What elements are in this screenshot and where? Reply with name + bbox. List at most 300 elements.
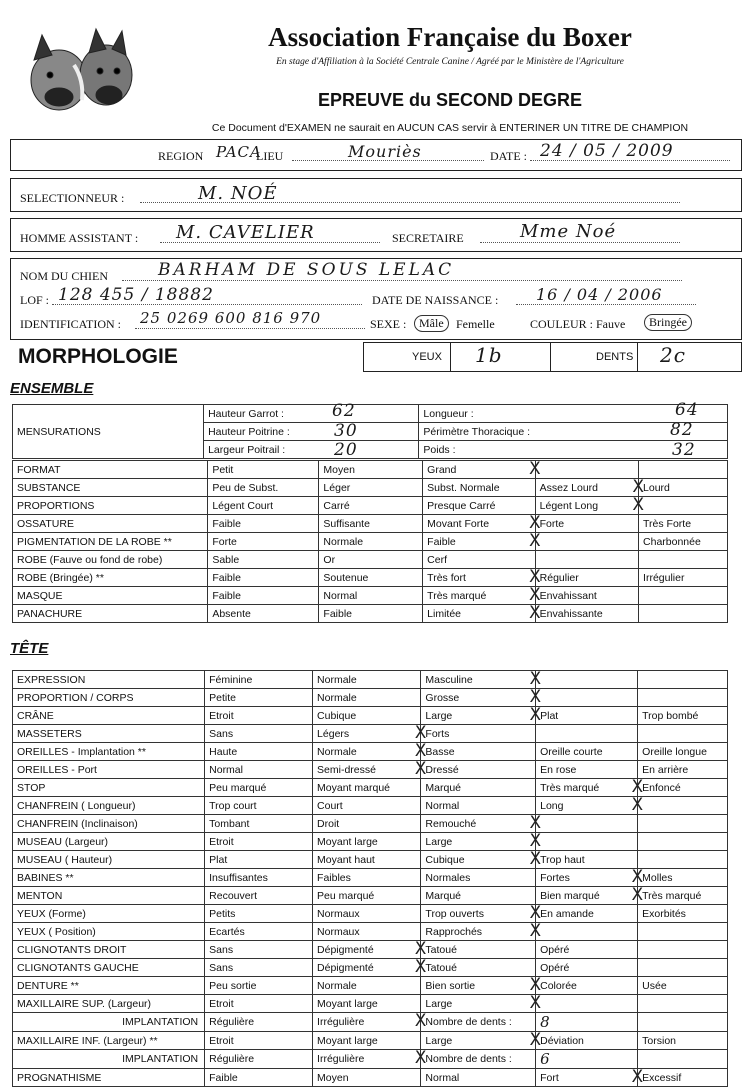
table-row	[13, 851, 728, 869]
option-cell	[638, 833, 728, 851]
option-cell: Opéré	[536, 959, 638, 977]
table-row	[13, 743, 728, 761]
table-row	[13, 779, 728, 797]
option-cell: Limitée X	[423, 605, 535, 623]
row-label: PROPORTIONS	[13, 497, 208, 515]
option-cell: Régulière	[205, 1050, 313, 1069]
row-label: EXPRESSION	[13, 671, 205, 689]
option-cell: En amande	[536, 905, 638, 923]
measure-label: Périmètre Thoracique :	[419, 423, 639, 441]
option-cell: Lourd	[639, 479, 728, 497]
check-x-mark: X	[414, 1011, 427, 1031]
option-cell: Rapprochés X	[421, 923, 536, 941]
option-cell: Molles	[638, 869, 728, 887]
option-cell: Moyant haut	[313, 851, 421, 869]
option-cell: Moyen	[313, 1069, 421, 1087]
dents-value: 2c	[660, 343, 686, 367]
check-x-mark: X	[529, 975, 542, 995]
lof-value: 128 455 / 18882	[58, 285, 214, 305]
table-row	[13, 941, 728, 959]
option-cell: 8	[536, 1013, 638, 1032]
option-cell: Dépigmenté X	[313, 941, 421, 959]
yeux-value: 1b	[475, 343, 503, 367]
option-cell	[638, 959, 728, 977]
homme-value: M. CAVELIER	[176, 222, 315, 243]
measure-label: Hauteur Poitrine :	[204, 423, 419, 441]
option-cell: En arrière	[638, 761, 728, 779]
option-cell: Moyant marqué	[313, 779, 421, 797]
option-cell: Moyant large	[313, 995, 421, 1013]
option-cell	[639, 551, 728, 569]
region-label: REGION	[158, 149, 204, 163]
check-x-mark: X	[529, 993, 542, 1013]
table-row	[13, 923, 728, 941]
row-label: MAXILLAIRE INF. (Largeur) **	[13, 1032, 205, 1050]
option-cell	[638, 851, 728, 869]
table-row	[13, 869, 728, 887]
date-value: 24 / 05 / 2009	[540, 141, 674, 161]
check-x-mark: X	[631, 777, 644, 797]
option-cell: Normal	[421, 797, 536, 815]
option-cell: Carré	[319, 497, 423, 515]
option-cell: Oreille longue	[638, 743, 728, 761]
option-cell: Faible	[205, 1069, 313, 1087]
option-cell: Court	[313, 797, 421, 815]
option-cell	[638, 725, 728, 743]
option-cell: Légers X	[313, 725, 421, 743]
femelle-option: Femelle	[456, 317, 495, 331]
yeux-label: YEUX	[412, 351, 442, 363]
option-cell: Moyen	[319, 461, 423, 479]
option-cell: Charbonnée	[639, 533, 728, 551]
option-cell: Plat	[205, 851, 313, 869]
check-x-mark: X	[529, 903, 542, 923]
option-cell: Ecartés	[205, 923, 313, 941]
option-cell: Trop bombé	[638, 707, 728, 725]
option-cell: Forte	[208, 533, 319, 551]
check-x-mark: X	[529, 921, 542, 941]
option-cell: Marqué	[421, 887, 536, 905]
option-cell: Long X	[536, 797, 638, 815]
row-label: YEUX (Forme)	[13, 905, 205, 923]
option-cell	[639, 461, 728, 479]
table-row	[13, 479, 728, 497]
ensemble-title: ENSEMBLE	[10, 380, 94, 397]
option-cell: Marqué	[421, 779, 536, 797]
option-cell: En rose	[536, 761, 638, 779]
table-row	[13, 725, 728, 743]
row-label: IMPLANTATION	[13, 1050, 205, 1069]
row-label: CRÂNE	[13, 707, 205, 725]
selectionneur-value: M. NOÉ	[198, 183, 278, 204]
option-cell: Faible	[319, 605, 423, 623]
measure-label: Longueur :	[419, 405, 639, 423]
option-cell: Or	[319, 551, 423, 569]
couleur-label: COULEUR : Fauve	[530, 317, 626, 331]
option-cell: Faible	[208, 569, 319, 587]
option-cell: Etroit	[205, 1032, 313, 1050]
option-cell: Subst. Normale	[423, 479, 535, 497]
check-x-mark: X	[529, 687, 542, 707]
option-cell: Faible	[208, 587, 319, 605]
option-cell: Cubique	[313, 707, 421, 725]
option-cell: Bien sortie X	[421, 977, 536, 995]
check-x-mark: X	[414, 741, 427, 761]
check-x-mark: X	[631, 867, 644, 887]
option-cell: Large X	[421, 1032, 536, 1050]
poids-value: 32	[672, 440, 696, 460]
region-value: PACA	[216, 143, 262, 161]
option-cell: Irrégulière X	[313, 1013, 421, 1032]
check-x-mark: X	[632, 495, 645, 515]
option-cell: Normales	[421, 869, 536, 887]
option-cell	[535, 461, 638, 479]
option-cell: Sans	[205, 941, 313, 959]
row-label: CHANFREIN ( Longueur)	[13, 797, 205, 815]
option-cell: Normal	[421, 1069, 536, 1087]
option-cell: Absente	[208, 605, 319, 623]
option-cell: Dépigmenté X	[313, 959, 421, 977]
option-cell: Féminine	[205, 671, 313, 689]
boxer-dogs-logo	[14, 25, 139, 115]
option-cell: Normale X	[313, 743, 421, 761]
option-cell: Masculine X	[421, 671, 536, 689]
option-cell: Faibles	[313, 869, 421, 887]
option-cell: Bien marqué X	[536, 887, 638, 905]
option-cell	[639, 587, 728, 605]
row-label: ROBE (Bringée) **	[13, 569, 208, 587]
option-cell	[638, 1013, 728, 1032]
option-cell: Fortes X	[536, 869, 638, 887]
table-row	[13, 761, 728, 779]
check-x-mark: X	[529, 1030, 542, 1050]
row-label: CLIGNOTANTS GAUCHE	[13, 959, 205, 977]
option-cell: Très marqué X	[423, 587, 535, 605]
option-cell: Grosse X	[421, 689, 536, 707]
table-row	[13, 515, 728, 533]
check-x-mark: X	[529, 849, 542, 869]
lieu-value: Mouriès	[348, 142, 422, 161]
table-row	[13, 551, 728, 569]
option-cell: Normal	[205, 761, 313, 779]
option-cell: Normale	[313, 689, 421, 707]
hauteur-garrot-value: 62	[332, 401, 356, 421]
option-cell: Tombant	[205, 815, 313, 833]
affiliation-subtitle: En stage d'Affiliation à la Société Centrale Canine / Agréé par le Ministère de l'Agriculture	[276, 57, 624, 67]
table-row	[13, 797, 728, 815]
option-cell	[639, 605, 728, 623]
row-label: STOP	[13, 779, 205, 797]
option-cell	[638, 671, 728, 689]
check-x-mark: X	[414, 939, 427, 959]
check-x-mark: X	[529, 705, 542, 725]
option-cell: Usée	[638, 977, 728, 995]
option-cell: Colorée	[536, 977, 638, 995]
option-cell	[535, 533, 638, 551]
option-cell: Très marqué	[638, 887, 728, 905]
option-cell: Envahissant	[535, 587, 638, 605]
option-cell: Basse	[421, 743, 536, 761]
option-cell: Exorbités	[638, 905, 728, 923]
option-cell: Normal	[319, 587, 423, 605]
sexe-label: SEXE :	[370, 317, 407, 331]
option-cell: Envahissante	[535, 605, 638, 623]
check-x-mark: X	[528, 567, 541, 587]
option-cell: Tatoué	[421, 941, 536, 959]
secretaire-label: SECRETAIRE	[392, 231, 464, 245]
option-cell: Etroit	[205, 833, 313, 851]
row-label: CHANFREIN (Inclinaison)	[13, 815, 205, 833]
row-label: FORMAT	[13, 461, 208, 479]
option-cell	[536, 689, 638, 707]
option-cell	[638, 923, 728, 941]
ident-value: 25 0269 600 816 970	[140, 309, 322, 327]
option-cell: Assez Lourd X	[535, 479, 638, 497]
option-cell: Torsion	[638, 1032, 728, 1050]
check-x-mark: X	[414, 1048, 427, 1068]
option-cell: Petit	[208, 461, 319, 479]
option-cell: Trop haut	[536, 851, 638, 869]
option-cell	[638, 689, 728, 707]
option-cell: Etroit	[205, 707, 313, 725]
row-label: MASSETERS	[13, 725, 205, 743]
ident-dots	[135, 328, 365, 329]
option-cell: Très marqué X	[536, 779, 638, 797]
option-cell: Etroit	[205, 995, 313, 1013]
nom-value: BARHAM DE SOUS LELAC	[158, 260, 455, 280]
option-cell: Normaux	[313, 923, 421, 941]
male-option: Mâle	[414, 315, 449, 332]
yeux-divider	[450, 342, 451, 371]
option-cell: Dressé	[421, 761, 536, 779]
table-row	[13, 587, 728, 605]
option-cell: Sans	[205, 725, 313, 743]
table-row	[13, 1069, 728, 1087]
option-cell: Petits	[205, 905, 313, 923]
table-row	[13, 689, 728, 707]
option-cell	[639, 497, 728, 515]
tete-title: TÊTE	[10, 640, 49, 657]
option-cell: Semi-dressé X	[313, 761, 421, 779]
option-cell: Trop court	[205, 797, 313, 815]
option-cell	[638, 815, 728, 833]
option-cell	[638, 995, 728, 1013]
option-cell: Recouvert	[205, 887, 313, 905]
table-row	[13, 497, 728, 515]
naissance-label: DATE DE NAISSANCE :	[372, 293, 499, 307]
dents-label: DENTS	[596, 351, 634, 363]
option-cell: Large X	[421, 995, 536, 1013]
row-label: IMPLANTATION	[13, 1013, 205, 1032]
row-label: OREILLES - Implantation **	[13, 743, 205, 761]
row-label: MUSEAU (Largeur)	[13, 833, 205, 851]
secretaire-value: Mme Noé	[520, 221, 617, 242]
option-cell: Irrégulière X	[313, 1050, 421, 1069]
row-label: ROBE (Fauve ou fond de robe)	[13, 551, 208, 569]
option-cell: Normale	[319, 533, 423, 551]
option-cell: Moyant large	[313, 833, 421, 851]
option-cell: Trop ouverts X	[421, 905, 536, 923]
option-cell: Tatoué	[421, 959, 536, 977]
check-x-mark: X	[414, 723, 427, 743]
option-cell: Large X	[421, 707, 536, 725]
option-cell: Légent Long X	[535, 497, 638, 515]
longueur-value: 64	[675, 400, 699, 420]
option-cell: Fort X	[536, 1069, 638, 1087]
measure-label: Largeur Poitrail :	[204, 441, 419, 459]
mensurations-label: MENSURATIONS	[13, 405, 204, 459]
option-cell: Oreille courte	[536, 743, 638, 761]
check-x-mark: X	[529, 669, 542, 689]
row-label: PROGNATHISME	[13, 1069, 205, 1087]
homme-label: HOMME ASSISTANT :	[20, 231, 139, 245]
row-label: PIGMENTATION DE LA ROBE **	[13, 533, 208, 551]
option-cell	[536, 923, 638, 941]
largeur-poitrail-value: 20	[334, 440, 358, 460]
option-cell: Très fort X	[423, 569, 535, 587]
check-x-mark: X	[528, 585, 541, 605]
table-row	[13, 887, 728, 905]
dents-divider-2	[637, 342, 638, 371]
lof-label: LOF :	[20, 293, 50, 307]
option-cell: 6	[536, 1050, 638, 1069]
table-row	[13, 959, 728, 977]
table-row	[13, 995, 728, 1013]
option-cell: Petite	[205, 689, 313, 707]
morphologie-title: MORPHOLOGIE	[18, 345, 178, 368]
row-label: BABINES **	[13, 869, 205, 887]
option-cell	[638, 1050, 728, 1069]
row-label: OSSATURE	[13, 515, 208, 533]
row-label: SUBSTANCE	[13, 479, 208, 497]
table-row	[13, 605, 728, 623]
check-x-mark: X	[528, 603, 541, 623]
option-cell: Grand X	[423, 461, 535, 479]
option-cell	[536, 725, 638, 743]
row-label: PROPORTION / CORPS	[13, 689, 205, 707]
option-cell	[536, 815, 638, 833]
row-label: CLIGNOTANTS DROIT	[13, 941, 205, 959]
exam-note: Ce Document d'EXAMEN ne saurait en AUCUN CAS servir à ENTERINER UN TITRE DE CHAMPION	[211, 122, 689, 134]
option-cell	[638, 941, 728, 959]
option-cell: Soutenue	[319, 569, 423, 587]
option-cell: Enfoncé	[638, 779, 728, 797]
option-cell: Cerf	[423, 551, 535, 569]
option-cell: Large X	[421, 833, 536, 851]
row-label: DENTURE **	[13, 977, 205, 995]
ensemble-table	[12, 460, 728, 623]
check-x-mark: X	[414, 759, 427, 779]
table-row	[13, 833, 728, 851]
option-cell: Forts	[421, 725, 536, 743]
option-cell: Légent Court	[208, 497, 319, 515]
option-cell: Plat	[536, 707, 638, 725]
option-cell: Presque Carré	[423, 497, 535, 515]
check-x-mark: X	[528, 531, 541, 551]
measure-label: Poids :	[419, 441, 639, 459]
option-cell: Déviation	[536, 1032, 638, 1050]
table-row	[13, 461, 728, 479]
option-cell	[535, 551, 638, 569]
option-cell: Opéré	[536, 941, 638, 959]
epreuve-title: EPREUVE du SECOND DEGRE	[317, 90, 583, 110]
date-label: DATE :	[490, 149, 527, 163]
option-cell: Excessif	[638, 1069, 728, 1087]
check-x-mark: X	[414, 957, 427, 977]
option-cell: Régulière	[205, 1013, 313, 1032]
option-cell: Irrégulier	[639, 569, 728, 587]
option-cell: Cubique X	[421, 851, 536, 869]
table-row	[13, 905, 728, 923]
ident-label: IDENTIFICATION :	[20, 317, 121, 331]
table-row	[13, 1050, 728, 1069]
nom-dots	[122, 280, 682, 281]
check-x-mark: X	[528, 459, 541, 479]
option-cell: Droit	[313, 815, 421, 833]
check-x-mark: X	[529, 813, 542, 833]
option-cell: Peu sortie	[205, 977, 313, 995]
option-cell: Movant Forte X	[423, 515, 535, 533]
table-row	[13, 815, 728, 833]
option-cell	[536, 671, 638, 689]
option-cell: Normale	[313, 671, 421, 689]
naissance-dots	[516, 304, 696, 305]
option-cell: Remouché X	[421, 815, 536, 833]
option-cell: Sable	[208, 551, 319, 569]
check-x-mark: X	[631, 795, 644, 815]
row-label: OREILLES - Port	[13, 761, 205, 779]
secretaire-dots	[480, 242, 680, 243]
option-cell: Peu de Subst.	[208, 479, 319, 497]
table-row	[13, 533, 728, 551]
option-cell	[536, 833, 638, 851]
row-label: MAXILLAIRE SUP. (Largeur)	[13, 995, 205, 1013]
row-label: PANACHURE	[13, 605, 208, 623]
option-cell: Suffisante	[319, 515, 423, 533]
option-cell: Faible X	[423, 533, 535, 551]
option-cell: Faible	[208, 515, 319, 533]
option-cell	[638, 797, 728, 815]
option-cell	[536, 995, 638, 1013]
check-x-mark: X	[632, 477, 645, 497]
bringee-option: Bringée	[644, 314, 692, 331]
nom-label: NOM DU CHIEN	[20, 269, 108, 283]
option-cell: Peu marqué	[313, 887, 421, 905]
row-label: MUSEAU ( Hauteur)	[13, 851, 205, 869]
row-label: MENTON	[13, 887, 205, 905]
option-cell: Normaux	[313, 905, 421, 923]
option-cell: Sans	[205, 959, 313, 977]
option-cell: Peu marqué	[205, 779, 313, 797]
option-cell: Nombre de dents :	[421, 1050, 536, 1069]
table-row	[13, 977, 728, 995]
check-x-mark: X	[528, 513, 541, 533]
option-cell: Nombre de dents :	[421, 1013, 536, 1032]
association-title: Association Française du Boxer	[268, 22, 632, 52]
selectionneur-label: SELECTIONNEUR :	[20, 191, 125, 205]
option-cell: Haute	[205, 743, 313, 761]
option-cell: Moyant large	[313, 1032, 421, 1050]
row-label: YEUX ( Position)	[13, 923, 205, 941]
dents-divider-1	[550, 342, 551, 371]
option-cell: Léger	[319, 479, 423, 497]
table-row	[13, 569, 728, 587]
option-cell: Forte	[535, 515, 638, 533]
measure-label: Hauteur Garrot :	[204, 405, 419, 423]
option-cell: Normale	[313, 977, 421, 995]
naissance-value: 16 / 04 / 2006	[536, 285, 663, 304]
check-x-mark: X	[631, 885, 644, 905]
